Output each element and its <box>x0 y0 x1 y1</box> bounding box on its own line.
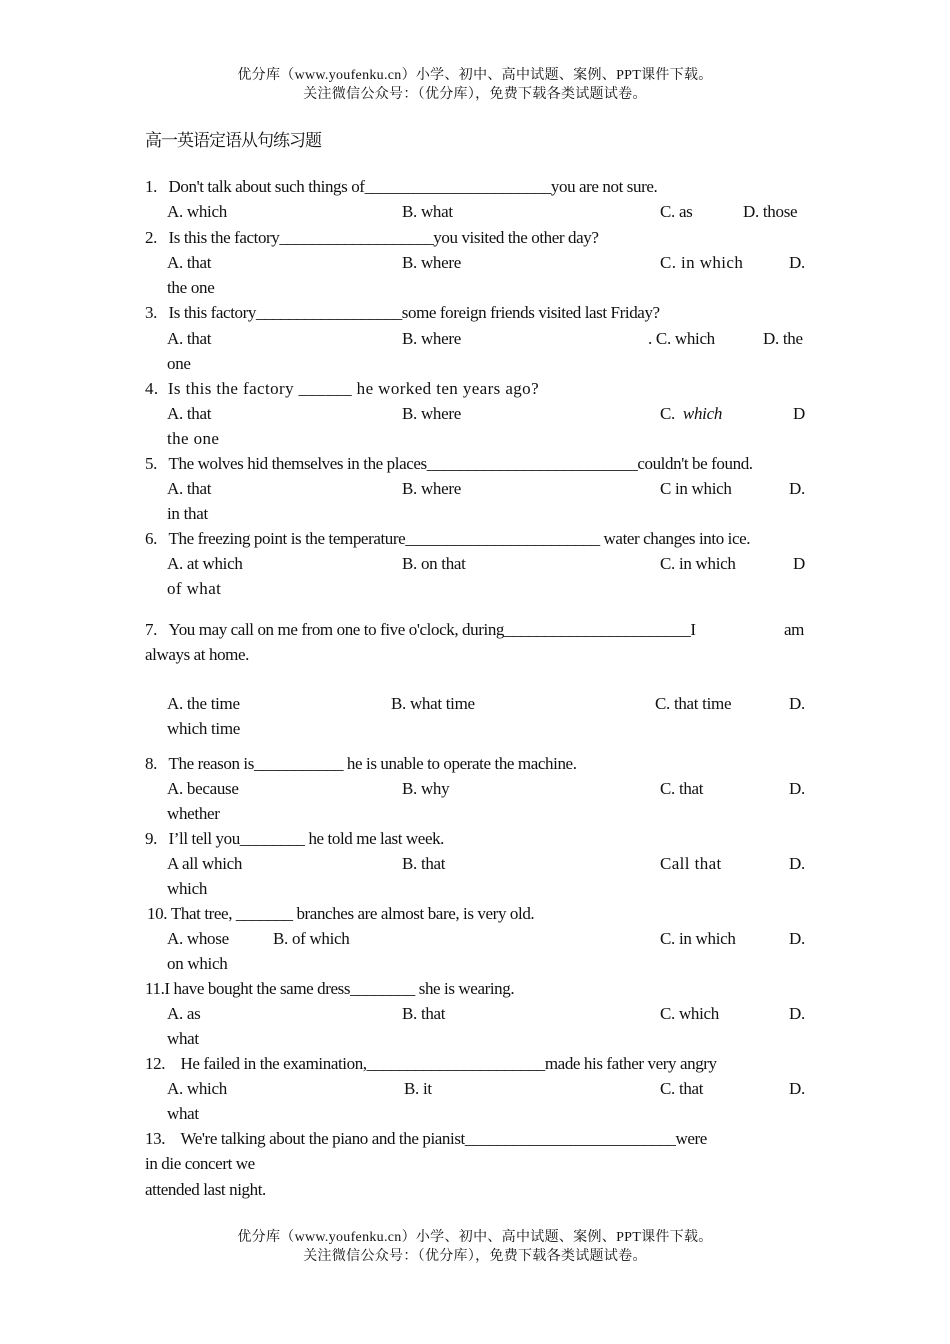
option-b: B. what time <box>391 694 475 713</box>
option-c: . C. which <box>648 329 715 348</box>
question-9 <box>145 828 444 850</box>
option-c: C. in which <box>660 554 736 573</box>
option-d-continued: what <box>167 1104 199 1123</box>
question-stem-continued-2: attended last night. <box>145 1180 266 1199</box>
option-d-continued: in that <box>167 504 208 523</box>
question-stem-end: am <box>784 620 804 639</box>
question-stem: The reason is___________ he is unable to operate the machine. <box>168 754 577 773</box>
option-a: A. as <box>167 1004 201 1023</box>
option-a: A. which <box>167 1079 227 1098</box>
question-2 <box>145 227 599 249</box>
option-b: B. why <box>402 779 450 798</box>
option-b: B. on that <box>402 554 466 573</box>
option-d: D <box>793 554 805 573</box>
question-stem: You may call on me from one to five o'clock, during_______________________I <box>168 620 696 639</box>
question-number: 11. <box>145 979 165 998</box>
option-d: D. <box>789 1079 805 1098</box>
question-number: 12. <box>145 1054 166 1073</box>
question-13 <box>145 1128 707 1150</box>
option-a: A. that <box>167 479 212 498</box>
option-b: B. where <box>402 329 461 348</box>
question-3 <box>145 302 660 324</box>
option-b: B. that <box>402 1004 446 1023</box>
option-d-continued: what <box>167 1029 199 1048</box>
option-a: A. that <box>167 253 212 272</box>
option-d: D. those <box>743 202 798 221</box>
question-stem-continued: always at home. <box>145 645 249 664</box>
question-stem: Is this factory__________________some foreign friends visited last Friday? <box>168 303 660 322</box>
option-d: D. <box>789 779 805 798</box>
option-d: D. <box>789 929 805 948</box>
question-number: 8. <box>145 754 157 773</box>
question-number: 4. <box>145 379 159 398</box>
footer-line-2: 关注微信公众号：（优分库），免费下载各类试题试卷。 <box>303 1249 647 1264</box>
option-a: A. that <box>167 329 212 348</box>
option-c: C. that time <box>655 694 732 713</box>
option-c: C in which <box>660 479 732 498</box>
question-6 <box>145 528 750 550</box>
header-line-2: 关注微信公众号：（优分库），免费下载各类试题试卷。 <box>303 87 647 102</box>
option-d: D. <box>789 253 805 272</box>
option-a: A. whose <box>167 929 229 948</box>
option-d: D. <box>789 854 805 873</box>
option-b: B. it <box>404 1079 432 1098</box>
option-b: B. what <box>402 202 453 221</box>
option-d: D. <box>789 694 805 713</box>
option-d: D. <box>789 1004 805 1023</box>
option-b: B. where <box>402 479 461 498</box>
question-stem: That tree, _______ branches are almost bare, is very old. <box>170 904 535 923</box>
question-8 <box>145 753 577 775</box>
option-c: C. as <box>660 202 693 221</box>
option-d-continued: the one <box>167 278 215 297</box>
question-4 <box>145 378 539 400</box>
option-d-continued: whether <box>167 804 220 823</box>
question-number: 1. <box>145 177 157 196</box>
option-b: B. where <box>402 253 461 272</box>
question-11 <box>145 978 514 1000</box>
question-number: 10. <box>147 904 168 923</box>
option-d-continued: one <box>167 354 191 373</box>
option-d-continued: which time <box>167 719 241 738</box>
question-stem: Is this the factory ______ he worked ten years ago? <box>167 379 540 398</box>
option-d: D <box>793 404 805 423</box>
option-c: C. in which <box>660 253 744 272</box>
option-d-continued: the one <box>167 429 220 448</box>
question-number: 13. <box>145 1129 166 1148</box>
question-1 <box>145 176 657 198</box>
option-c: C. that <box>660 779 704 798</box>
question-stem: The freezing point is the temperature________________________ water changes into ice. <box>168 529 751 548</box>
option-a: A. at which <box>167 554 243 573</box>
option-a: A. which <box>167 202 227 221</box>
question-stem-continued: in die concert we <box>145 1154 255 1173</box>
question-number: 9. <box>145 829 157 848</box>
question-number: 7. <box>145 620 157 639</box>
question-stem: I’ll tell you________ he told me last week. <box>168 829 445 848</box>
question-stem: The wolves hid themselves in the places__________________________couldn't be found. <box>168 454 753 473</box>
option-b: B. where <box>402 404 461 423</box>
header-line-1: 优分库（www.youfenku.cn）小学、初中、高中试题、案例、PPT课件下载。 <box>237 68 713 83</box>
page-title: 高一英语定语从句练习题 <box>145 131 321 150</box>
question-number: 5. <box>145 454 157 473</box>
option-c: C. that <box>660 1079 704 1098</box>
question-number: 3. <box>145 303 157 322</box>
question-stem: We're talking about the piano and the pianist__________________________were <box>180 1129 707 1148</box>
option-d-continued: of what <box>167 579 222 598</box>
question-stem: He failed in the examination,______________________made his father very angry <box>180 1054 717 1073</box>
option-a: A. because <box>167 779 239 798</box>
footer-line-1: 优分库（www.youfenku.cn）小学、初中、高中试题、案例、PPT课件下载。 <box>237 1230 713 1245</box>
option-c-label: C. <box>660 404 675 423</box>
question-number: 2. <box>145 228 157 247</box>
option-a: A all which <box>167 854 243 873</box>
question-stem: Don't talk about such things of_______________________you are not sure. <box>168 177 658 196</box>
option-b: B. that <box>402 854 446 873</box>
option-a: A. the time <box>167 694 240 713</box>
option-b: B. of which <box>273 929 350 948</box>
question-stem: I have bought the same dress________ she is wearing. <box>164 979 515 998</box>
option-c <box>660 403 722 425</box>
option-c: C. in which <box>660 929 736 948</box>
option-d: D. the <box>763 329 803 348</box>
option-a: A. that <box>167 404 212 423</box>
question-number: 6. <box>145 529 157 548</box>
option-d-continued: on which <box>167 954 228 973</box>
question-7 <box>145 619 696 641</box>
option-d-continued: which <box>167 879 208 898</box>
question-stem: Is this the factory___________________you visited the other day? <box>168 228 599 247</box>
question-5 <box>145 453 753 475</box>
option-d: D. <box>789 479 805 498</box>
option-c: C. which <box>660 1004 719 1023</box>
option-c: Call that <box>660 854 722 873</box>
question-10 <box>147 903 534 925</box>
option-c-text: which <box>682 404 723 423</box>
question-12 <box>145 1053 717 1075</box>
